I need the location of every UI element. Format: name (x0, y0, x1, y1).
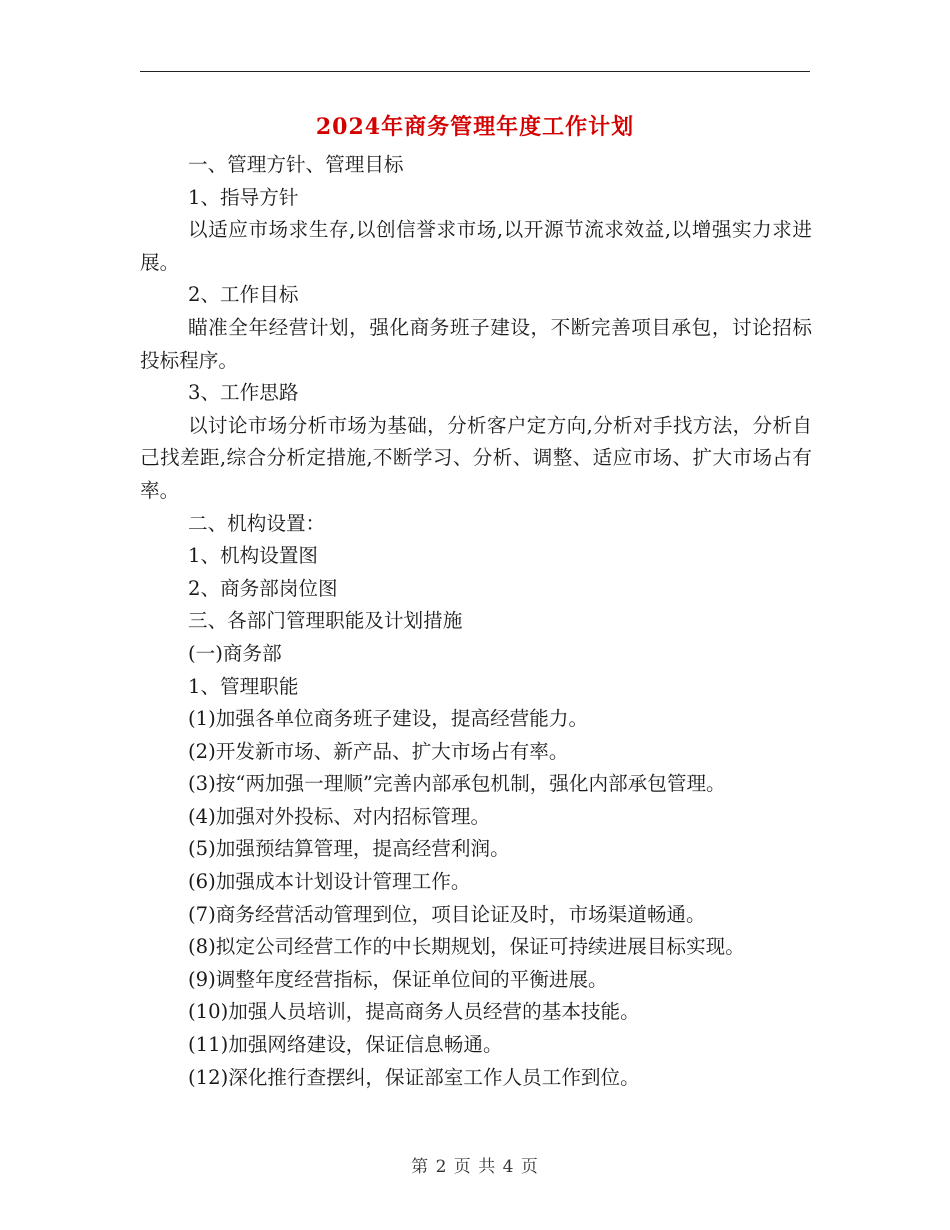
paragraph: (12)深化推行查摆纠，保证部室工作人员工作到位。 (188, 1065, 640, 1089)
paragraph: 以适应市场求生存,以创信誉求市场,以开源节流求效益,以增强实力求进展。 (140, 218, 812, 274)
document-body (140, 149, 812, 1094)
header-rule (140, 71, 810, 72)
paragraph: (10)加强人员培训，提高商务人员经营的基本技能。 (188, 1000, 640, 1024)
paragraph: (3)按“两加强一理顺”完善内部承包机制，强化内部承包管理。 (188, 772, 726, 796)
document-title: 2024年商务管理年度工作计划 (315, 114, 635, 140)
paragraph: 1、指导方针 (188, 185, 299, 209)
paragraph: 二、机构设置： (188, 511, 326, 535)
paragraph: (一)商务部 (188, 641, 282, 665)
paragraph: 瞄准全年经营计划，强化商务班子建设，不断完善项目承包，讨论招标投标程序。 (140, 315, 812, 372)
paragraph: (5)加强预结算管理，提高经营利润。 (188, 837, 510, 861)
paragraph: 以讨论市场分析市场为基础，分析客户定方向,分析对手找方法，分析自己找差距,综合分析定措施,不断学习、分析、调整、适应市场、扩大市场占有率。 (140, 413, 812, 502)
paragraph: 一、管理方针、管理目标 (188, 153, 404, 176)
paragraph: (1)加强各单位商务班子建设，提高经营能力。 (188, 707, 589, 731)
paragraph: 2、工作目标 (188, 283, 299, 307)
paragraph: (11)加强网络建设，保证信息畅通。 (188, 1033, 503, 1057)
paragraph: (6)加强成本计划设计管理工作。 (188, 870, 471, 894)
paragraph: 3、工作思路 (188, 381, 299, 405)
paragraph: (7)商务经营活动管理到位，项目论证及时，市场渠道畅通。 (188, 902, 706, 926)
paragraph: (9)调整年度经营指标，保证单位间的平衡进展。 (188, 967, 608, 991)
paragraph: 2、商务部岗位图 (188, 576, 338, 600)
paragraph: 1、机构设置图 (188, 544, 319, 568)
paragraph: 三、各部门管理职能及计划措施 (188, 609, 463, 633)
paragraph: 1、管理职能 (188, 674, 299, 698)
page-footer: 第 2 页 共 4 页 (411, 1157, 539, 1177)
paragraph: (2)开发新市场、新产品、扩大市场占有率。 (188, 739, 569, 763)
paragraph: (8)拟定公司经营工作的中长期规划，保证可持续进展目标实现。 (188, 935, 745, 959)
paragraph: (4)加强对外投标、对内招标管理。 (188, 804, 491, 828)
